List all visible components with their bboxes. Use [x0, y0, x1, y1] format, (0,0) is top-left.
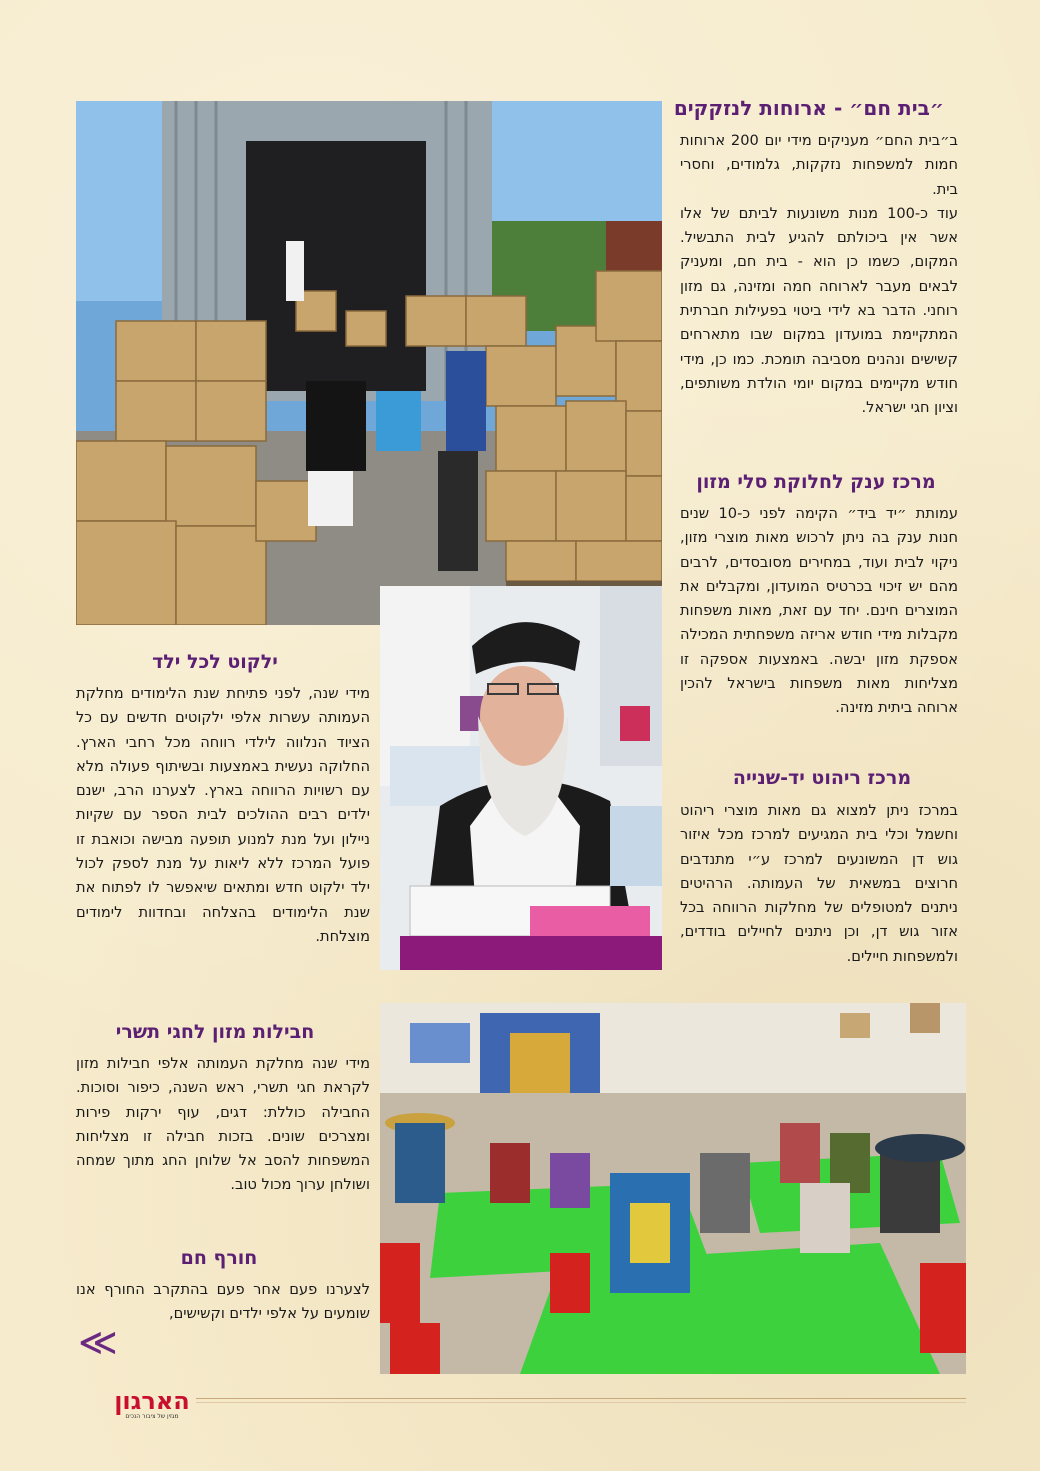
furniture-paragraph: במרכז ניתן למצוא גם מאות מוצרי ריהוט וחשמל וכלי בית המגיעים למרכז מכל איזור גוש דן המשונעים למרכז ע״י מתנדבים חרוצים במשאית של העמותה. הרהיטים ניתנים למטופלים של מחלקות הרווחה בכל אזור גוש דן, וכן ניתנים לחיילים בודדים, ולמשפחות חיילים. — [680, 802, 958, 965]
section-beit-cham — [680, 129, 958, 421]
school-bag-paragraph: מידי שנה, לפני פתיחת שנת הלימודים מחלקת העמותה עשרות אלפי ילקוטים חדשים עם כל הציוד הנלווה לילדי רווחה מכל רחבי הארץ. החלוקה נעשית באמצעות ובשיתוף פעולה מלא עם רשויות הרווחה בארץ. לצערנו הרב, ישנם ילדים רבים ההולכים לבית הספר עם שקיות ניילון ועל מנת למנוע תופעה מבישה וכואבת זו פועל המרכז ללא ליאות על מנת לספק לכול ילד ילקוט חדש ומתאים שיאפשר לו לפתוח את שנת הלימודים בהצלחה ובחדוות לימודים מוצלחת. — [76, 685, 370, 945]
holiday-packages-paragraph: מידי שנה מחלקת העמותה אלפי חבילות מזון לקראת חגי תשרי, ראש השנה, כיפור וסוכות. החבילה כוללת: דגים, עוף ירקות פירות ומצרכים שונים. בזכות חבילה זו מצליחות המשפחות להסב אל שלוחן החג מתוך שמחה ושולחן ערוך מכול טוב. — [76, 1055, 370, 1194]
photo-rabbi-desk — [380, 586, 662, 970]
logo-tagline: מגזין של ציבור הנכים — [125, 1413, 179, 1420]
warm-winter-paragraph: לצערנו פעם אחר פעם בהתקרב החורף אנו שומעים על אלפי ילדים וקשישים, — [76, 1281, 370, 1323]
photo-dining-hall — [380, 1003, 966, 1374]
logo-text: הארגון — [114, 1387, 190, 1415]
section-food-center — [680, 502, 958, 721]
logo — [110, 1388, 194, 1422]
heading-school-bag: ילקוט לכל ילד — [152, 651, 278, 673]
beit-cham-paragraph-2: עוד כ-100 מנות משונעות לביתם של אלו אשר אין ביכולתם להגיע לבית התבשיל. המקום, כשמו כן הוא - בית חם, ומעניק לבאים מעבר לארוחה חמה ומזינה, גם מזון רוחני. הדבר בא לידי ביטוי בפעילות חברתית המתקיימת במועדון במקום שבו מתארחים קשישים ונהנים מסביבה תומכת. כמו כן, מידי חודש מקיימים במקום יומי הולדת משותפים, וציון חגי ישראל. — [680, 204, 958, 417]
section-school-bag — [76, 682, 370, 949]
heading-holiday-packages: חבילות מזון לחגי תשרי — [115, 1021, 315, 1043]
heading-food-center: מרכז ענק לחלוקת סלי מזון — [696, 471, 936, 493]
heading-warm-winter: חורף חם — [180, 1247, 258, 1269]
heading-furniture: מרכז ריהוט יד-שנייה — [732, 767, 912, 789]
section-furniture — [680, 799, 958, 969]
heading-beit-cham: ״בית חם״ - ארוחות לנזקקים — [673, 96, 944, 120]
previous-page-arrow-icon[interactable]: ≪ — [78, 1320, 118, 1364]
beit-cham-paragraph-1: ב״בית החם״ מעניקים מידי יום 200 ארוחות חמות למשפחות נזקקות, גלמודים, וחסרי בית. — [680, 132, 958, 198]
photo-truck-boxes — [76, 101, 662, 625]
section-holiday-packages — [76, 1052, 370, 1198]
section-warm-winter — [76, 1278, 370, 1327]
footer-divider-2 — [196, 1402, 966, 1403]
food-center-paragraph: עמותת ״יד ביד״ הקימה לפני כ-10 שנים חנות ענק בה ניתן לרכוש מאות מוצרי מזון, ניקוי לבית ועוד, במחירים מסובסדים, לרבים מהם יש זיכוי בכרטיס המועדון, ומקבלים את המוצרים חינם. יחד עם זאת, מאות משפחות מקבלות מידי חודש אריזה משפחתית המכילה אספקת מזון יבשה. באמצעות אספקה זו מצליחות מאות משפחות בישראל להכין ארוחה ביתית מזינה. — [680, 505, 958, 717]
footer-divider — [196, 1398, 966, 1399]
